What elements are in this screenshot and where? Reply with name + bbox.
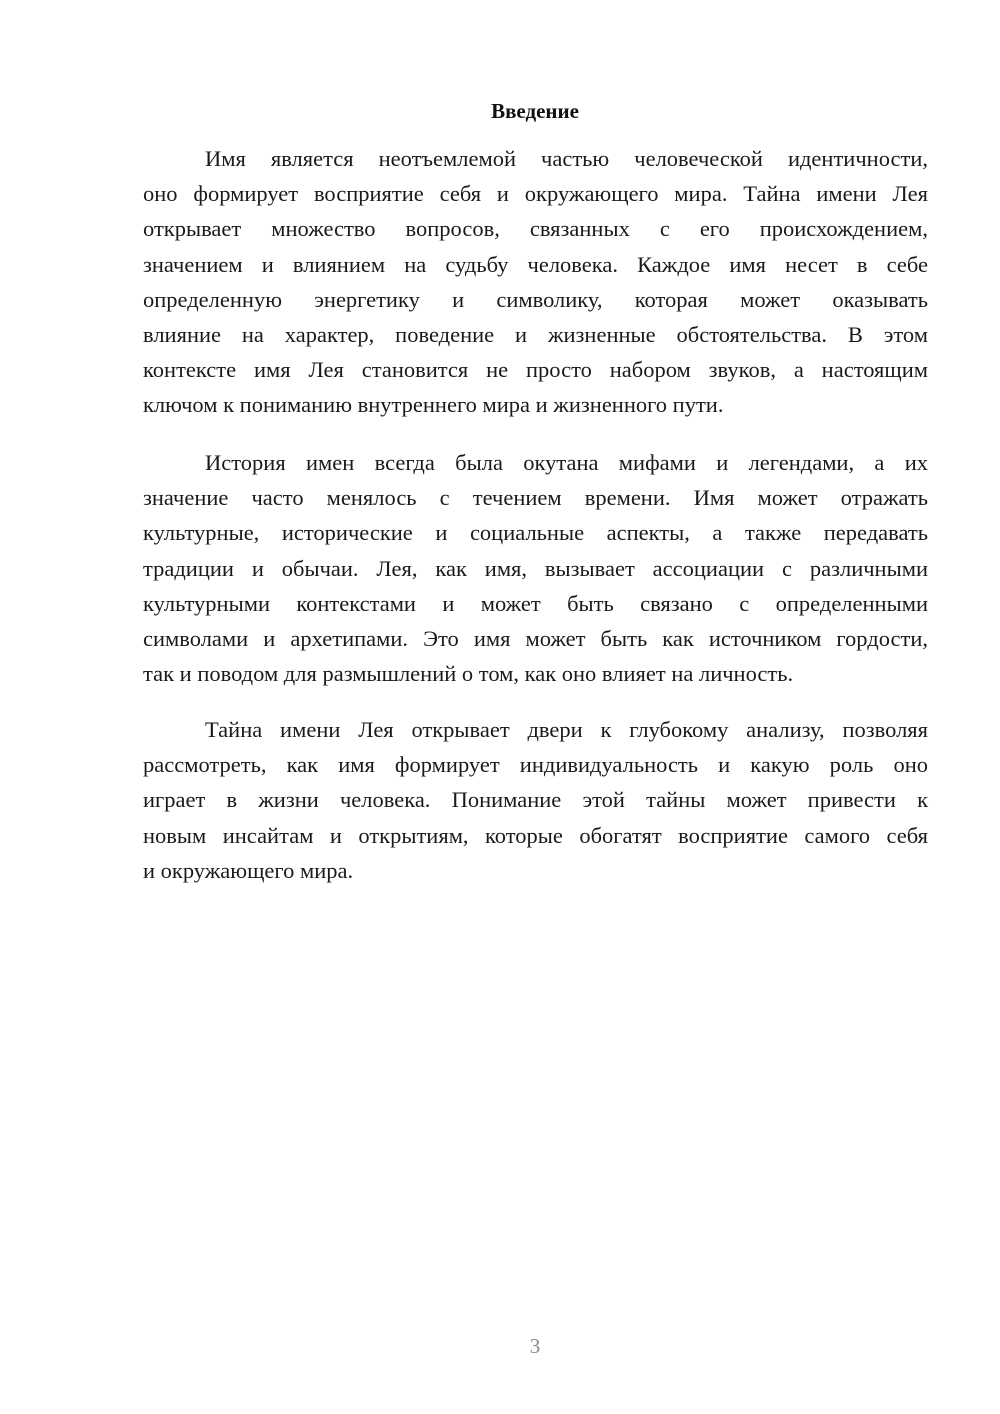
text-line: влияние на характер, поведение и жизненные обстоятельства. В этом [143,321,928,347]
text-line: значение часто менялось с течением времени. Имя может отражать [143,485,928,511]
text-line: символами и архетипами. Это имя может быть как источником гордости, [143,625,928,651]
text-line: История имен всегда была окутана мифами и легендами, а их [205,450,928,475]
text-line: так и поводом для размышлений о том, как оно влияет на личность. [143,661,794,687]
text-line: оно формирует восприятие себя и окружающего мира. Тайна имени Лея [143,181,928,207]
text-line: культурными контекстами и может быть связано с определенными [143,590,928,616]
text-line: культурные, исторические и социальные аспекты, а также передавать [143,520,928,546]
text-line: новым инсайтам и открытиям, которые обогатят восприятие самого себя [143,822,928,848]
paragraph-3 [143,712,928,888]
text-line: значением и влиянием на судьбу человека. Каждое имя несет в себе [143,251,928,277]
paragraph-2 [143,445,928,691]
text-line: и окружающего мира. [143,857,354,883]
text-line: рассмотреть, как имя формирует индивидуальность и какую роль оно [143,752,928,778]
text-line: контексте имя Лея становится не просто набором звуков, а настоящим [143,357,928,383]
text-line: ключом к пониманию внутреннего мира и жизненного пути. [143,392,724,418]
paragraph-1 [143,141,928,423]
text-line: традиции и обычаи. Лея, как имя, вызывает ассоциации с различными [143,555,928,581]
text-line: Имя является неотъемлемой частью человеческой идентичности, [205,146,928,171]
text-line: играет в жизни человека. Понимание этой тайны может привести к [143,787,928,813]
page-number: 3 [529,1334,541,1358]
text-line: Тайна имени Лея открывает двери к глубокому анализу, позволяя [205,717,928,742]
section-heading: Введение [491,99,579,123]
text-line: определенную энергетику и символику, которая может оказывать [143,286,928,312]
text-line: открывает множество вопросов, связанных с его происхождением, [143,216,928,242]
